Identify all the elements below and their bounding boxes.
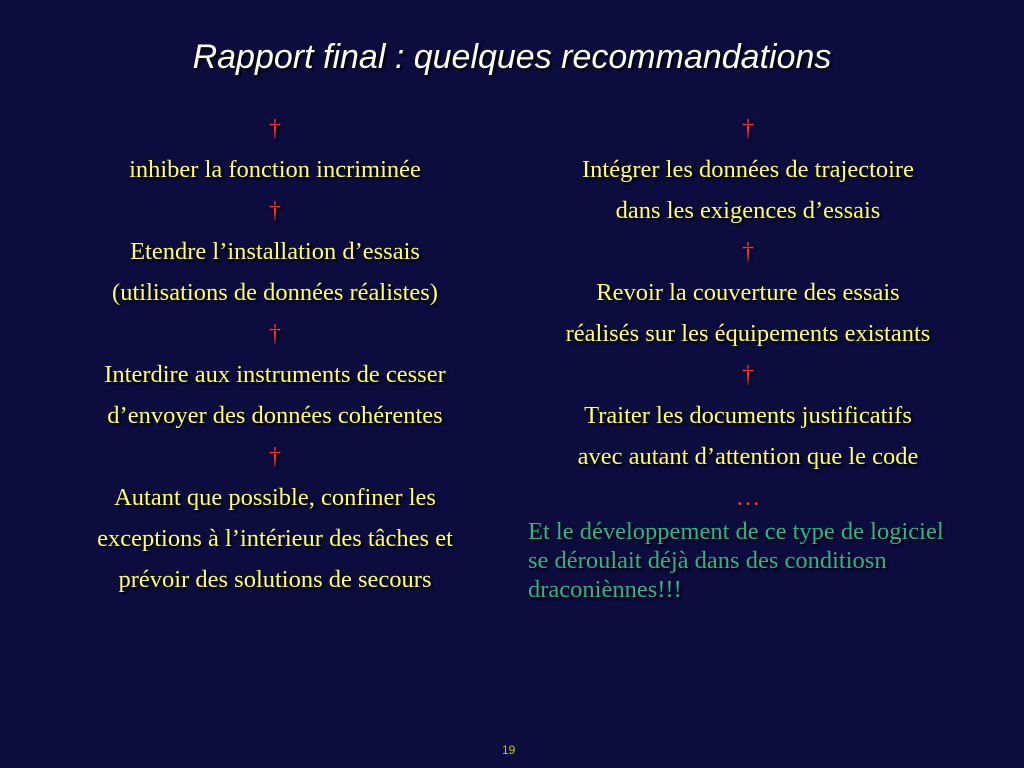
recommendation-line: Revoir la couverture des essais — [596, 279, 900, 306]
recommendation-line: réalisés sur les équipements existants — [565, 320, 931, 347]
recommendation-line: Traiter les documents justificatifs — [584, 402, 912, 429]
dagger-bullet-icon: † — [269, 444, 281, 470]
dagger-bullet-icon: † — [269, 198, 281, 224]
dagger-bullet-icon: † — [269, 321, 281, 347]
recommendation-line: avec autant d’attention que le code — [577, 443, 919, 470]
right-column — [528, 114, 968, 604]
dagger-bullet-icon: † — [742, 116, 754, 142]
recommendation-line: dans les exigences d’essais — [615, 197, 881, 224]
slide-title: Rapport final : quelques recommandations — [192, 38, 832, 76]
recommendation-line: inhiber la fonction incriminée — [129, 156, 421, 183]
recommendation-line: prévoir des solutions de secours — [118, 566, 432, 593]
slide-number: 19 — [502, 743, 516, 757]
dagger-bullet-icon: † — [269, 116, 281, 142]
recommendation-line: Intégrer les données de trajectoire — [582, 156, 914, 183]
closing-note: Et le développement de ce type de logiciel se déroulait déjà dans des conditiosn draconiènnes!!! — [528, 518, 944, 603]
dagger-bullet-icon: † — [742, 239, 754, 265]
recommendation-line: exceptions à l’intérieur des tâches et — [97, 525, 453, 552]
recommendation-line: (utilisations de données réalistes) — [112, 279, 438, 306]
left-column — [60, 114, 490, 606]
recommendation-line: Autant que possible, confiner les — [114, 484, 436, 511]
recommendation-line: Interdire aux instruments de cesser — [104, 361, 446, 388]
recommendation-line: d’envoyer des données cohérentes — [107, 402, 443, 429]
dagger-bullet-icon: † — [742, 362, 754, 388]
ellipsis-marker: … — [735, 484, 761, 511]
recommendation-line: Etendre l’installation d’essais — [130, 238, 420, 265]
